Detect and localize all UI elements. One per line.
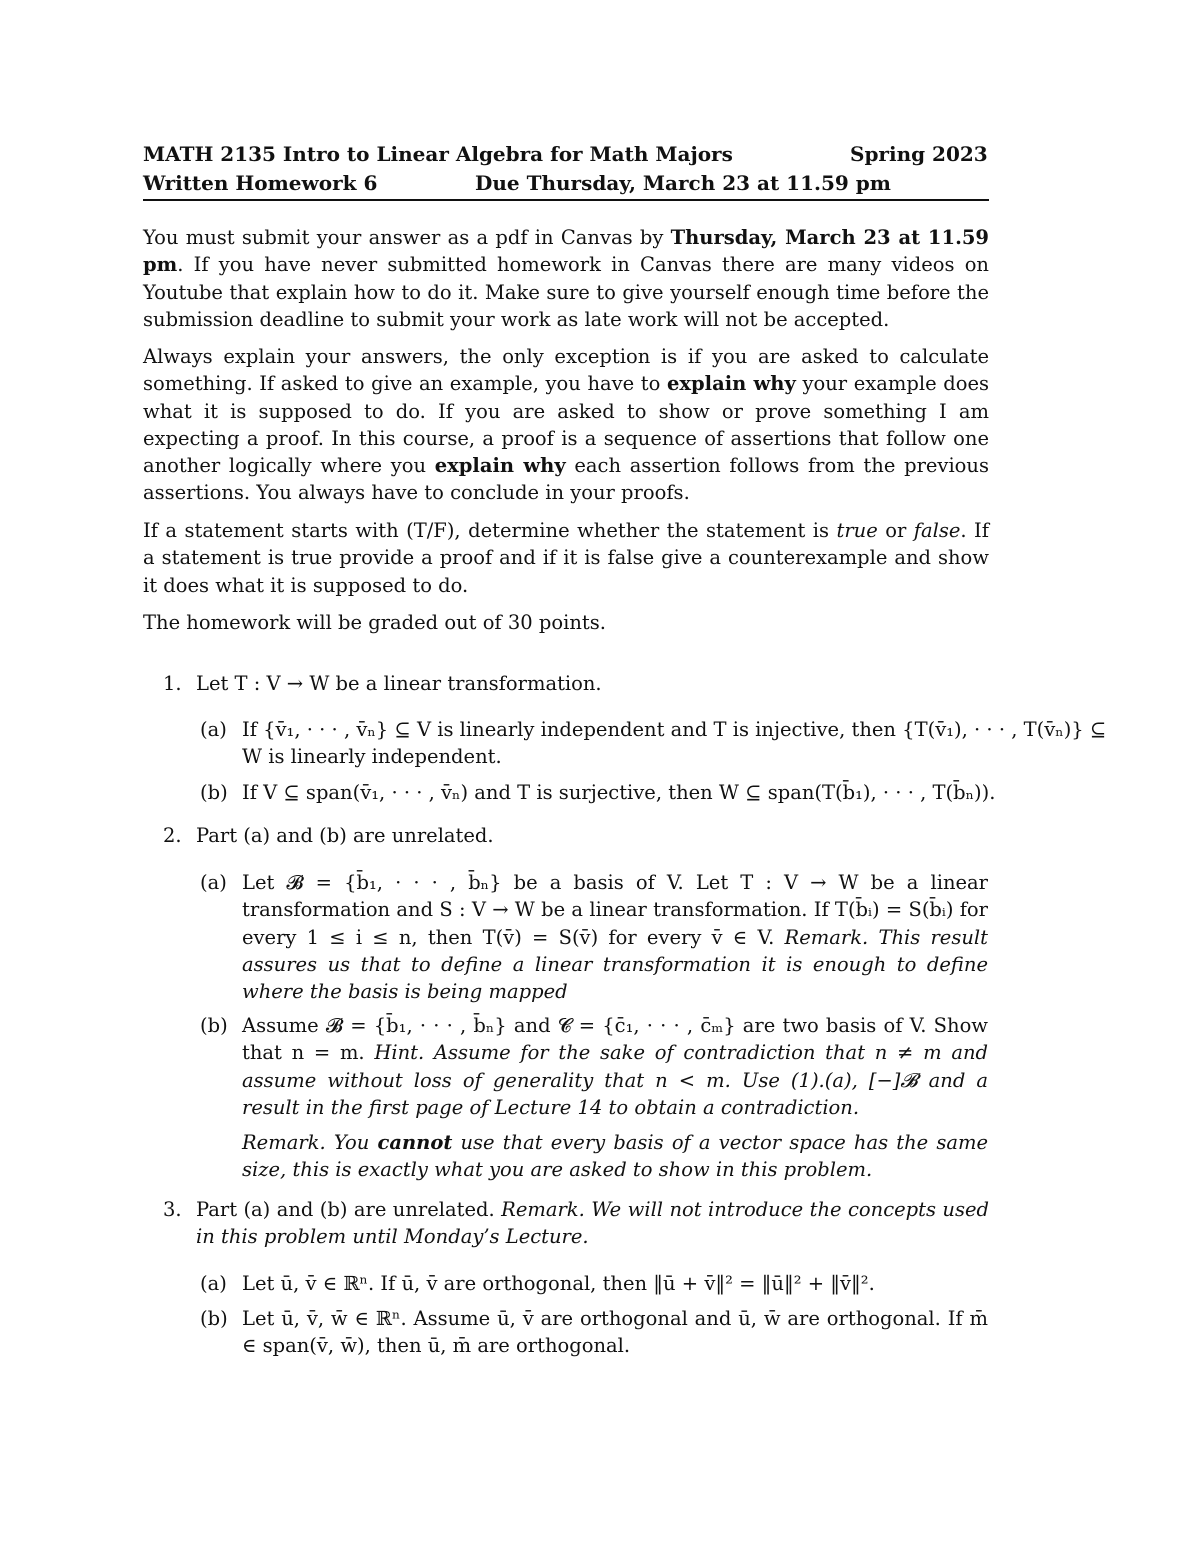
- intro-p1-deadline: Thursday, March 23 at 11.59 pm: [143, 226, 989, 277]
- due-date: Due Thursday, March 23 at 11.59 pm: [475, 171, 891, 195]
- problem-1a-line-1: If {v̄₁, · · · , v̄ₙ} ⊆ V is linearly independent and T is injective, then {T(v̄₁), · · · , T(v̄ₙ)} ⊆: [242, 718, 1107, 741]
- intro-p2-bold-1: explain why: [667, 372, 796, 396]
- term: Spring 2023: [850, 142, 988, 166]
- problem-2b-remark-a: Remark. You: [242, 1131, 378, 1155]
- problem-2b-remark-bold: cannot: [377, 1131, 453, 1155]
- problem-3a-text: Let ū, v̄ ∈ ℝⁿ. If ū, v̄ are orthogonal, then ‖ū + v̄‖² = ‖ū‖² + ‖v̄‖².: [242, 1272, 875, 1295]
- problem-2a-body: [242, 869, 988, 1005]
- problem-2b-body: [242, 1012, 988, 1184]
- problem-3-number: 3.: [163, 1198, 182, 1221]
- problem-3a-label: (a): [200, 1272, 227, 1295]
- problem-3-remark: Remark. We will not introduce the concepts used in this problem until Monday’s Lecture.: [196, 1198, 989, 1249]
- intro-p3-a: If a statement starts with (T/F), determine whether the statement is: [143, 519, 837, 542]
- problem-2b-text: Assume 𝓑 = {b̄₁, · · · , b̄ₙ} and 𝓒 = {c̄₁, · · · , c̄ₘ} are two basis of V. Show that n = m.: [242, 1014, 988, 1065]
- header-line-2: [143, 171, 989, 195]
- intro-p2-bold-2: explain why: [434, 454, 566, 478]
- problem-3-text: Part (a) and (b) are unrelated.: [196, 1198, 495, 1221]
- intro-p2-c: your example does what it is supposed to do. If you are asked to show or prove something I am expecting a proof. In this course, a proof is a sequence of assertions that follow one another logically where you: [143, 372, 990, 478]
- problem-1a-label: (a): [200, 718, 227, 741]
- problem-2b-remark-b: use that every basis of a vector space has the same size, this is exactly what you are asked to show in this problem.: [242, 1131, 989, 1182]
- course-title: MATH 2135 Intro to Linear Algebra for Math Majors: [143, 142, 733, 166]
- intro-paragraph-2: [143, 343, 989, 507]
- intro-p2-a: Always explain your answers, the only exception is if you are asked to calculate something. If asked to give an example, you have to: [143, 345, 989, 396]
- problem-2-text: Part (a) and (b) are unrelated.: [196, 824, 494, 847]
- problem-1a-body: [242, 716, 1117, 771]
- problem-1b-text: If V ⊆ span(v̄₁, · · · , v̄ₙ) and T is surjective, then W ⊆ span(T(b̄₁), · · · , T(b̄ₙ)).: [242, 781, 996, 804]
- intro-p3-or: or: [877, 519, 914, 542]
- intro-p2-d: each assertion follows from the previous assertions. You always have to conclude in your proofs.: [143, 454, 989, 505]
- intro-p1-start: You must submit your answer as a pdf in Canvas by: [143, 226, 671, 249]
- intro-p1-end: . If you have never submitted homework in Canvas there are many videos on Youtube that explain how to do it. Make sure to give yourself enough time before the submission deadline to submit your work as late work will not be accepted.: [143, 253, 989, 331]
- problem-2b-label: (b): [200, 1014, 228, 1037]
- problem-2-number: 2.: [163, 824, 182, 847]
- problem-3b-label: (b): [200, 1307, 228, 1330]
- intro-paragraph-1: [143, 224, 989, 333]
- problem-2a-label: (a): [200, 871, 227, 894]
- problem-2b-remark: [242, 1129, 988, 1184]
- header-rule: [143, 199, 989, 201]
- intro-paragraph-3: [143, 517, 989, 599]
- intro-p3-false: false: [913, 519, 961, 542]
- intro-p3-b: . If a statement is true provide a proof and if it is false give a counterexample and show it does what it is supposed to do.: [143, 519, 989, 597]
- problem-1-number: 1.: [163, 672, 182, 695]
- header-line-1: [143, 142, 989, 166]
- problem-3-body: [196, 1196, 989, 1251]
- problem-1a-line-2: W is linearly independent.: [242, 745, 502, 769]
- problem-2b-hint: Hint. Assume for the sake of contradiction that n ≠ m and assume without loss of generality that n < m. Use (1).(a), [−]𝓑 and a result in the first page of Lecture 14 to obtain a contradiction.: [242, 1041, 988, 1119]
- intro-paragraph-4: [143, 609, 989, 636]
- problem-2a-remark: Remark. This result assures us that to define a linear transformation it is enough to define where the basis is being mapped: [242, 925, 988, 1004]
- problem-2a-text: Let 𝓑 = {b̄₁, · · · , b̄ₙ} be a basis of V. Let T : V → W be a linear transformation and S : V → W be a linear transformation. If T(b̄ᵢ) = S(b̄ᵢ) for every 1 ≤ i ≤ n, then T(v̄) = S(v̄) for every v̄ ∈ V.: [242, 871, 988, 949]
- problem-3b-text: Let ū, v̄, w̄ ∈ ℝⁿ. Assume ū, v̄ are orthogonal and ū, w̄ are orthogonal. If m̄ ∈ span(v̄, w̄), then ū, m̄ are orthogonal.: [242, 1307, 988, 1358]
- problem-1b-label: (b): [200, 781, 228, 804]
- intro-p3-true: true: [836, 519, 878, 542]
- grading-note: The homework will be graded out of 30 points.: [143, 611, 606, 634]
- problem-1-text: Let T : V → W be a linear transformation.: [196, 672, 602, 695]
- assignment-title: Written Homework 6: [143, 171, 378, 195]
